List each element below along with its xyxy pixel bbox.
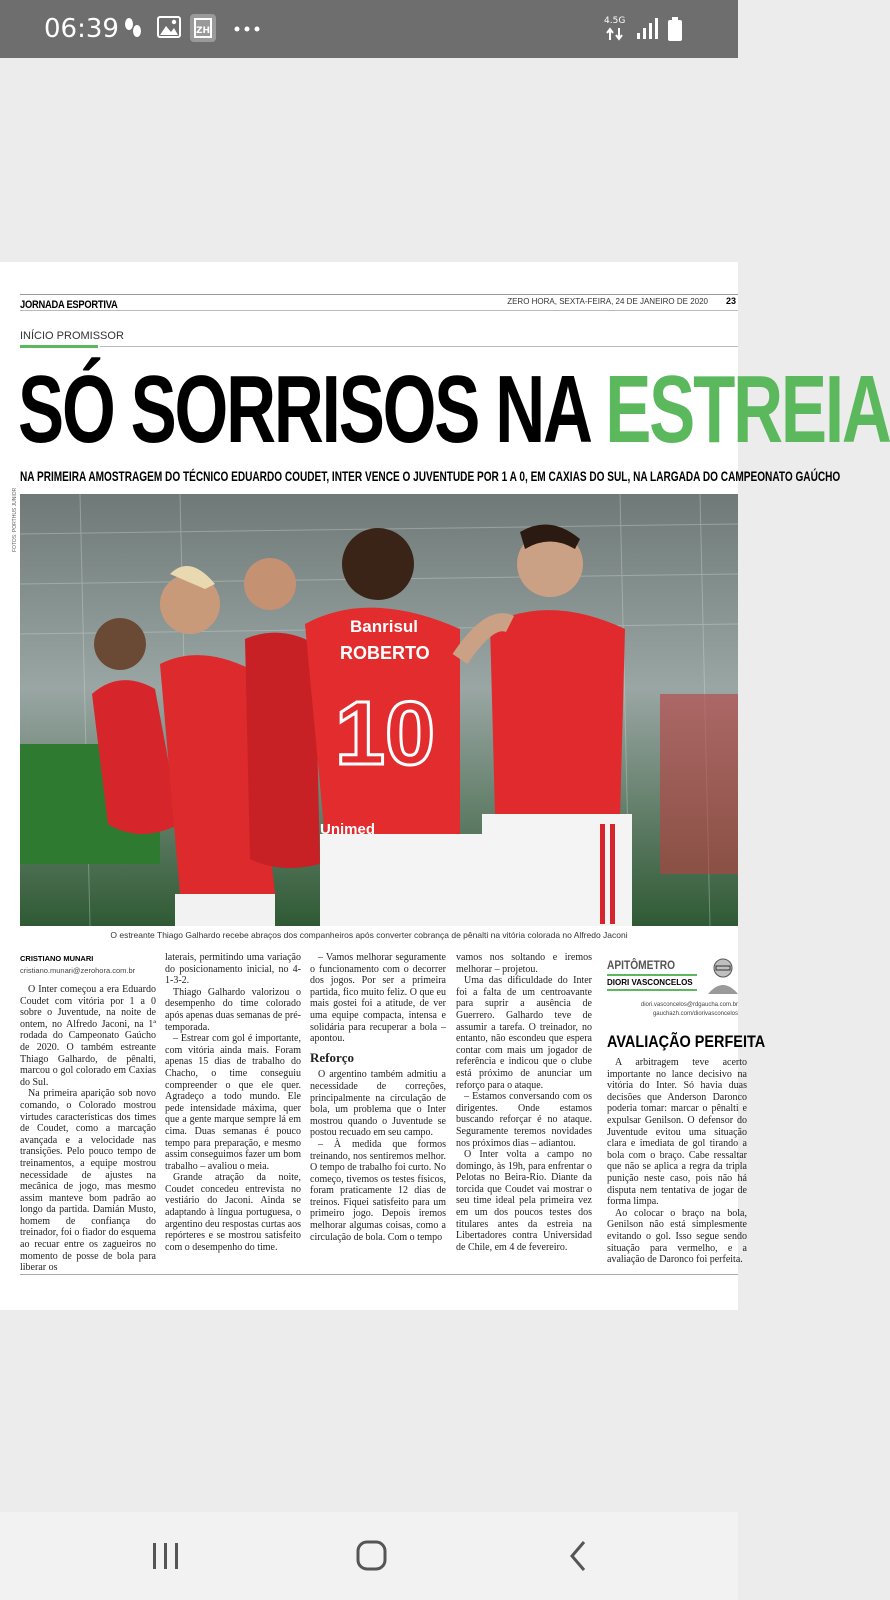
column-headline: AVALIAÇÃO PERFEITA: [607, 1032, 766, 1051]
page-number: 23: [725, 296, 736, 306]
paragraph: – Estamos conversando com os dirigentes. Onde estamos buscando reforçar é no ataque. Seguramente teremos novidades nos próximos dias – adiantou.: [456, 1091, 592, 1149]
recent-apps-icon[interactable]: [145, 1540, 185, 1572]
headline: [18, 356, 890, 463]
columnist-avatar: [706, 954, 740, 994]
zh-app-icon: [190, 14, 216, 42]
paragraph: O argentino também admitiu a necessidade de correções, principalmente na circulação de bola, um problema que o Inter mostrou quando o Juventude se postou recuado em seu campo.: [310, 1069, 446, 1139]
jersey-number: 10: [335, 684, 436, 784]
column-body: [607, 1057, 747, 1266]
top-rule: [20, 294, 738, 295]
shorts-sponsor: Unimed: [320, 821, 376, 838]
column-email[interactable]: diori.vasconcelos@rdgaucha.com.br: [640, 1002, 738, 1008]
players-celebrating-image: [20, 494, 738, 926]
kicker-underline: [20, 345, 98, 348]
kicker: INÍCIO PROMISSOR: [20, 330, 124, 342]
paragraph: Thiago Galhardo valorizou o desempenho do time colorado após apenas duas semanas de pré-temporada.: [165, 986, 301, 1033]
edition-date: ZERO HORA, SEXTA-FEIRA, 24 DE JANEIRO DE 2020: [507, 297, 708, 306]
footprints-icon: [122, 16, 144, 40]
battery-icon: [668, 17, 682, 41]
article-column-2: [165, 952, 301, 1253]
signal-icon: [636, 18, 658, 40]
more-icon: [234, 26, 260, 32]
headline-green: ESTREIA: [605, 356, 890, 463]
deck: NA PRIMEIRA AMOSTRAGEM DO TÉCNICO EDUARDO COUDET, INTER VENCE O JUVENTUDE POR 1 A 0, EM CAXIAS DO SUL, NA LARGADA DO CAMPEONATO GAÚCHO: [20, 468, 841, 484]
paragraph: Ao colocar o braço na bola, Genilson não está simplesmente evitando o gol. Isso segue sendo situação para vermelho, e a avaliação de Daronco foi perfeita.: [607, 1207, 747, 1266]
paragraph: Grande atração da noite, Coudet concedeu entrevista no vestiário do Jaconi. Ainda se adaptando à língua portuguesa, o argentino deu respostas curtas aos repórteres e se mostrou satisfeito com o desempenho do time.: [165, 1172, 301, 1253]
home-icon[interactable]: [352, 1540, 392, 1572]
kicker-rule: [100, 346, 738, 347]
paragraph: O Inter começou a era Eduardo Coudet com vitória por 1 a 0 sobre o Juventude, na noite de ontem, no Alfredo Jaconi, na 1ª rodada do Campeonato Gaúcho de 2020. O também estreante Thiago Galhardo, de pênalti, marcou o gol colorado em Caxias do Sul.: [20, 984, 156, 1088]
column-author-bar: [607, 989, 697, 991]
column-author: DIORI VASCONCELOS: [607, 978, 693, 987]
network-arrows-icon: [604, 16, 626, 42]
paragraph: vamos nos soltando e iremos melhorar – projetou.: [456, 952, 592, 975]
paragraph: laterais, permitindo uma variação do posicionamento inicial, no 4-1-3-2.: [165, 952, 301, 987]
image-icon: [157, 16, 181, 38]
main-photo: [20, 494, 738, 926]
paragraph: – À medida que formos treinando, nos sentiremos melhor. O tempo de trabalho foi curto. No começo, tivemos os testes físicos, foram praticamente 12 dias de treinos. Fiquei satisfeito para um primeiro jogo. Depois iremos melhorar algumas coisas, como a circulação de bola. Com o tempo: [310, 1138, 446, 1243]
article-column-1: [20, 984, 156, 1274]
byline-name: CRISTIANO MUNARI: [20, 954, 94, 963]
paragraph: O Inter volta a campo no domingo, às 19h, para enfrentar o Pelotas no Beira-Rio. Diante da torcida que Coudet vai mostrar o seu time ideal pela primeira vez em um dos poucos testes dos titulares antes da estreia na Libertadores contra Universidad de Chile, em 4 de fevereiro.: [456, 1149, 592, 1253]
paragraph: Uma das dificuldade do Inter foi a falta de um centroavante para suprir a ausência de Guerrero. Galhardo teve de assumir a tarefa. O treinador, no entanto, não escondeu que espera contar com mais um jogador de referência e indicou que o clube está próximo de anunciar um reforço para o ataque.: [456, 975, 592, 1091]
byline-email[interactable]: cristiano.munari@zerohora.com.br: [20, 966, 136, 975]
status-bar: [0, 0, 738, 58]
header-rule: [20, 310, 738, 311]
photo-caption: O estreante Thiago Galhardo recebe abraços dos companheiros após converter cobrança de pênalti na vitória colorada no Alfredo Jaconi: [110, 930, 628, 940]
photo-credit: FOTOS: PORTHUS JUNIOR: [12, 487, 18, 552]
jersey-name: ROBERTO: [340, 643, 430, 663]
column-site[interactable]: gauchazh.com/diorivasconcelos: [652, 1011, 738, 1017]
paragraph: Na primeira aparição sob novo comando, o Colorado mostrou virtudes características dos times de Coudet, como a marcação avançada e a velocidade nas transições. Pelo pouco tempo de treinamentos, a equipe mostrou necessidade de ajustes na mecânica de jogo, mas mesmo assim manteve bom padrão ao longo da partida. Damián Musto, homem de confiança do treinador, foi o fiador do esquema ao recuar entre os zagueiros no momento de posse de bola para liberar os: [20, 1088, 156, 1274]
back-icon[interactable]: [560, 1540, 600, 1572]
status-time: 06:39: [44, 14, 119, 44]
subhead: Reforço: [310, 1049, 355, 1065]
paragraph: – Vamos melhorar seguramente o funcionamento com o decorrer dos jogos. Por ser a primeira partida, fico muito feliz. O que eu mais gostei foi a atitude, de ver uma equipe compacta, intensa e solidária para recuperar a bola – apontou.: [310, 952, 446, 1045]
article-column-3: [310, 952, 446, 1243]
paragraph: A arbitragem teve acerto importante no lance decisivo na vitória do Inter. Só havia duas decisões que Anderson Daronco poderia tomar: marcar o pênalti e expulsar Genilson. O defensor do Juventude evitou uma situação clara e imediata de gol tirando a bola com o braço. Cabe ressaltar que não se aplica a regra da tripla punição neste caso, pois não há disputa nem tentativa de jogar de forma limpa.: [607, 1057, 747, 1208]
bottom-rule: [20, 1274, 738, 1275]
article-column-4: [456, 952, 592, 1253]
jersey-sponsor: Banrisul: [350, 617, 419, 636]
section-label: JORNADA ESPORTIVA: [20, 299, 118, 311]
headline-black: SÓ SORRISOS NA: [18, 356, 606, 463]
svg-text:ZH: ZH: [195, 26, 211, 36]
paragraph: – Estrear com gol é importante, com vitória ainda mais. Foram apenas 15 dias de trabalho do Chacho, o time conseguiu compreender o que ele quer. Agradeço a todo mundo. Ele pede intensidade máxima, quer que a gente marque sempre lá em cima. Duas semanas é pouco tempo para preparação, e mesmo assim conseguimos fazer um bom trabalho – avaliou o meia.: [165, 1033, 301, 1172]
navigation-bar: [0, 1512, 738, 1600]
newspaper-page: [0, 262, 890, 1310]
column-title: APITÔMETRO: [607, 958, 675, 972]
network-type: 4.5G: [604, 16, 626, 26]
column-title-bar: [607, 974, 697, 976]
